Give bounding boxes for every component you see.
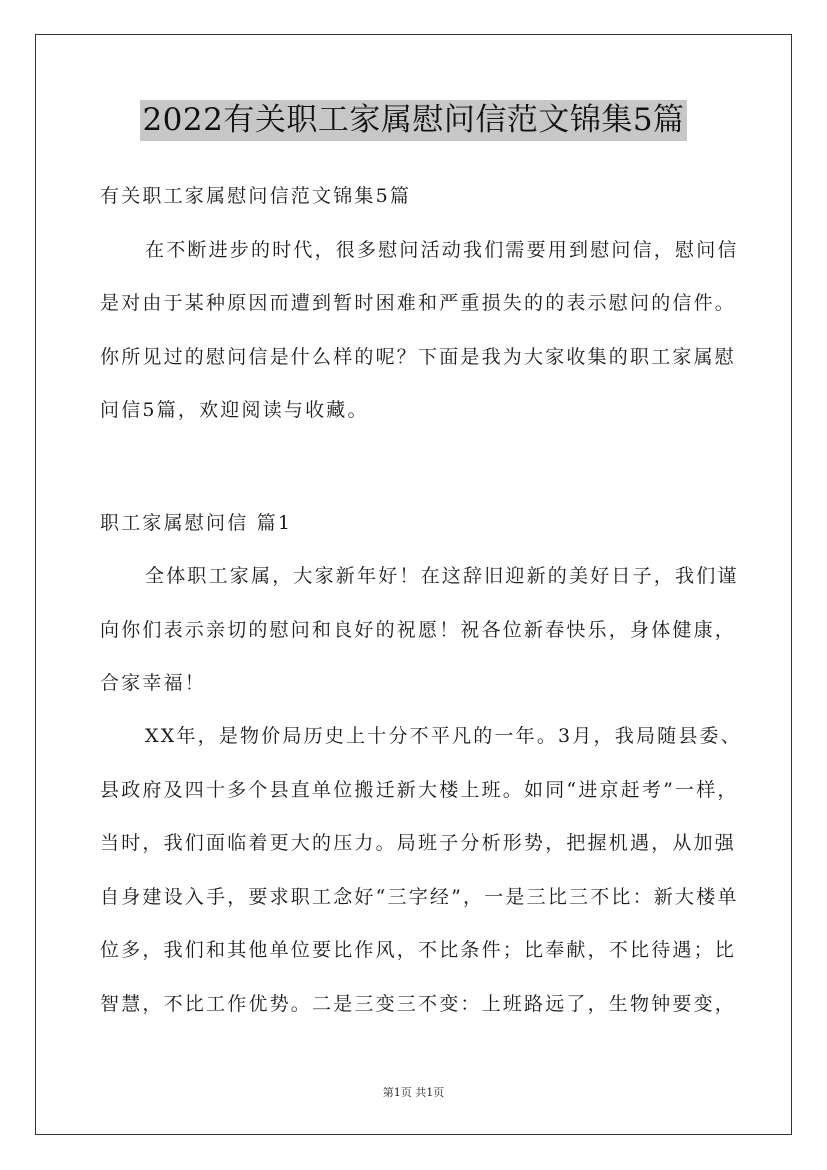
para2-line: 自身建设入手，要求职工念好“三字经”，一是三比三不比：新大楼单: [100, 886, 739, 908]
para2-line: 当时，我们面临着更大的压力。局班子分析形势，把握机遇，从加强: [100, 832, 737, 854]
intro-line: 是对由于某种原因而遭到暂时困难和严重损失的的表示慰问的信件。: [100, 292, 737, 314]
para1-line: 合家幸福！: [100, 672, 207, 694]
para1-line: 向你们表示亲切的慰问和良好的祝愿！祝各位新春快乐，身体健康，: [100, 619, 737, 641]
para2-line: 县政府及四十多个县直单位搬迁新大楼上班。如同“进京赶考”一样，: [100, 779, 739, 801]
para1-line: 全体职工家属，大家新年好！在这辞旧迎新的美好日子，我们谨: [145, 565, 739, 587]
para2-line: 智慧，不比工作优势。二是三变三不变：上班路远了，生物钟要变，: [100, 993, 737, 1015]
page-footer: 第1页 共1页: [382, 1086, 445, 1099]
para2-line: XX年，是物价局历史上十分不平凡的一年。3月，我局随县委、: [145, 725, 742, 747]
page-title: 2022有关职工家属慰问信范文锦集5篇: [140, 100, 686, 141]
para2-line: 位多，我们和其他单位要比作风，不比条件；比奉献，不比待遇；比: [100, 939, 737, 961]
title-wrap: [0, 100, 827, 141]
intro-line: 在不断进步的时代，很多慰问活动我们需要用到慰问信，慰问信: [145, 239, 739, 261]
intro-line: 问信5篇，欢迎阅读与收藏。: [100, 399, 369, 421]
section-heading: 职工家属慰问信 篇1: [100, 512, 293, 534]
subtitle: 有关职工家属慰问信范文锦集5篇: [100, 185, 412, 207]
intro-line: 你所见过的慰问信是什么样的呢？下面是我为大家收集的职工家属慰: [100, 346, 737, 368]
